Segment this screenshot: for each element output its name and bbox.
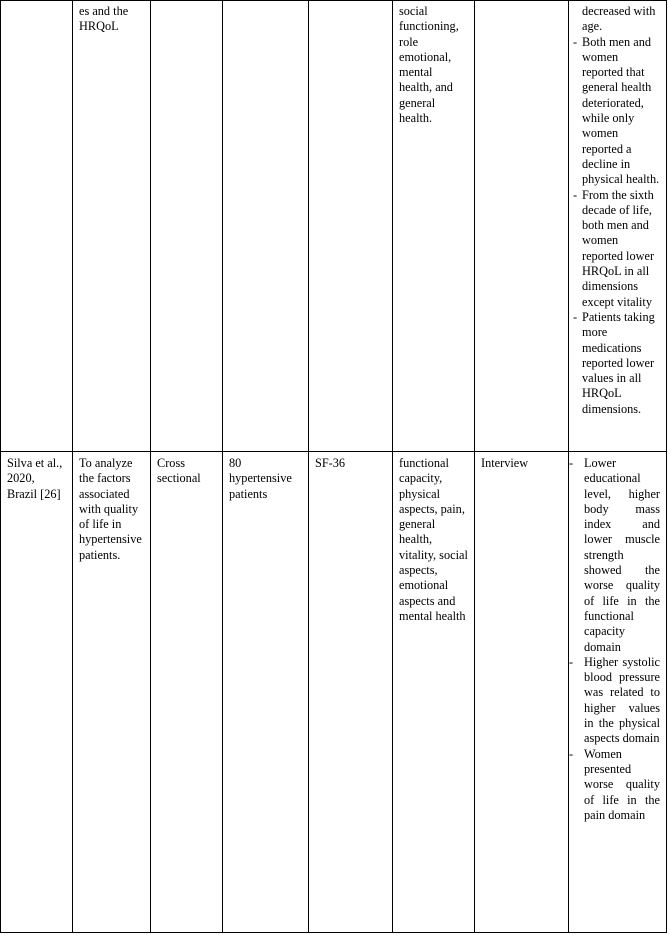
objective-cell: To analyze the factors associated with quality of life in hypertensive patients. bbox=[73, 452, 151, 933]
sample-cell: 80 hypertensive patients bbox=[223, 452, 309, 933]
finding-item: - Lower educational level, higher body mass index and lower muscle strength showed the worse quality of life in the functional capacity domain bbox=[569, 456, 660, 654]
finding-item: - From the sixth decade of life, both men and women reported lower HRQoL in all dimensions except vitality bbox=[573, 187, 655, 309]
study-cell bbox=[1, 1, 73, 452]
findings-cell bbox=[569, 1, 667, 452]
finding-item: - Both men and women reported that general health deteriorated, while only women reported a decline in physical health. bbox=[573, 34, 660, 187]
findings-list bbox=[575, 4, 660, 417]
collection-cell bbox=[475, 1, 569, 452]
collection-cell: Interview bbox=[475, 452, 569, 933]
design-cell: Cross sectional bbox=[151, 452, 223, 933]
instrument-cell: SF-36 bbox=[309, 452, 393, 933]
finding-item: - Patients taking more medications reported lower values in all HRQoL dimensions. bbox=[573, 309, 655, 416]
study-cell: Silva et al., 2020, Brazil [26] bbox=[1, 452, 73, 933]
table-row bbox=[1, 452, 667, 933]
findings-list bbox=[571, 456, 660, 823]
findings-cell bbox=[569, 452, 667, 933]
finding-item: decreased with age. bbox=[582, 4, 656, 34]
objective-cell: es and the HRQoL bbox=[73, 1, 151, 452]
domains-cell: functional capacity, physical aspects, pain, general health, vitality, social aspects, emotional aspects and mental health bbox=[393, 452, 475, 933]
design-cell bbox=[151, 1, 223, 452]
finding-item: - Women presented worse quality of life in the pain domain bbox=[569, 746, 660, 822]
sample-cell bbox=[223, 1, 309, 452]
instrument-cell bbox=[309, 1, 393, 452]
finding-item: - Higher systolic blood pressure was related to higher values in the physical aspects domain bbox=[569, 654, 660, 746]
table-row bbox=[1, 1, 667, 452]
domains-cell: social functioning, role emotional, mental health, and general health. bbox=[393, 1, 475, 452]
